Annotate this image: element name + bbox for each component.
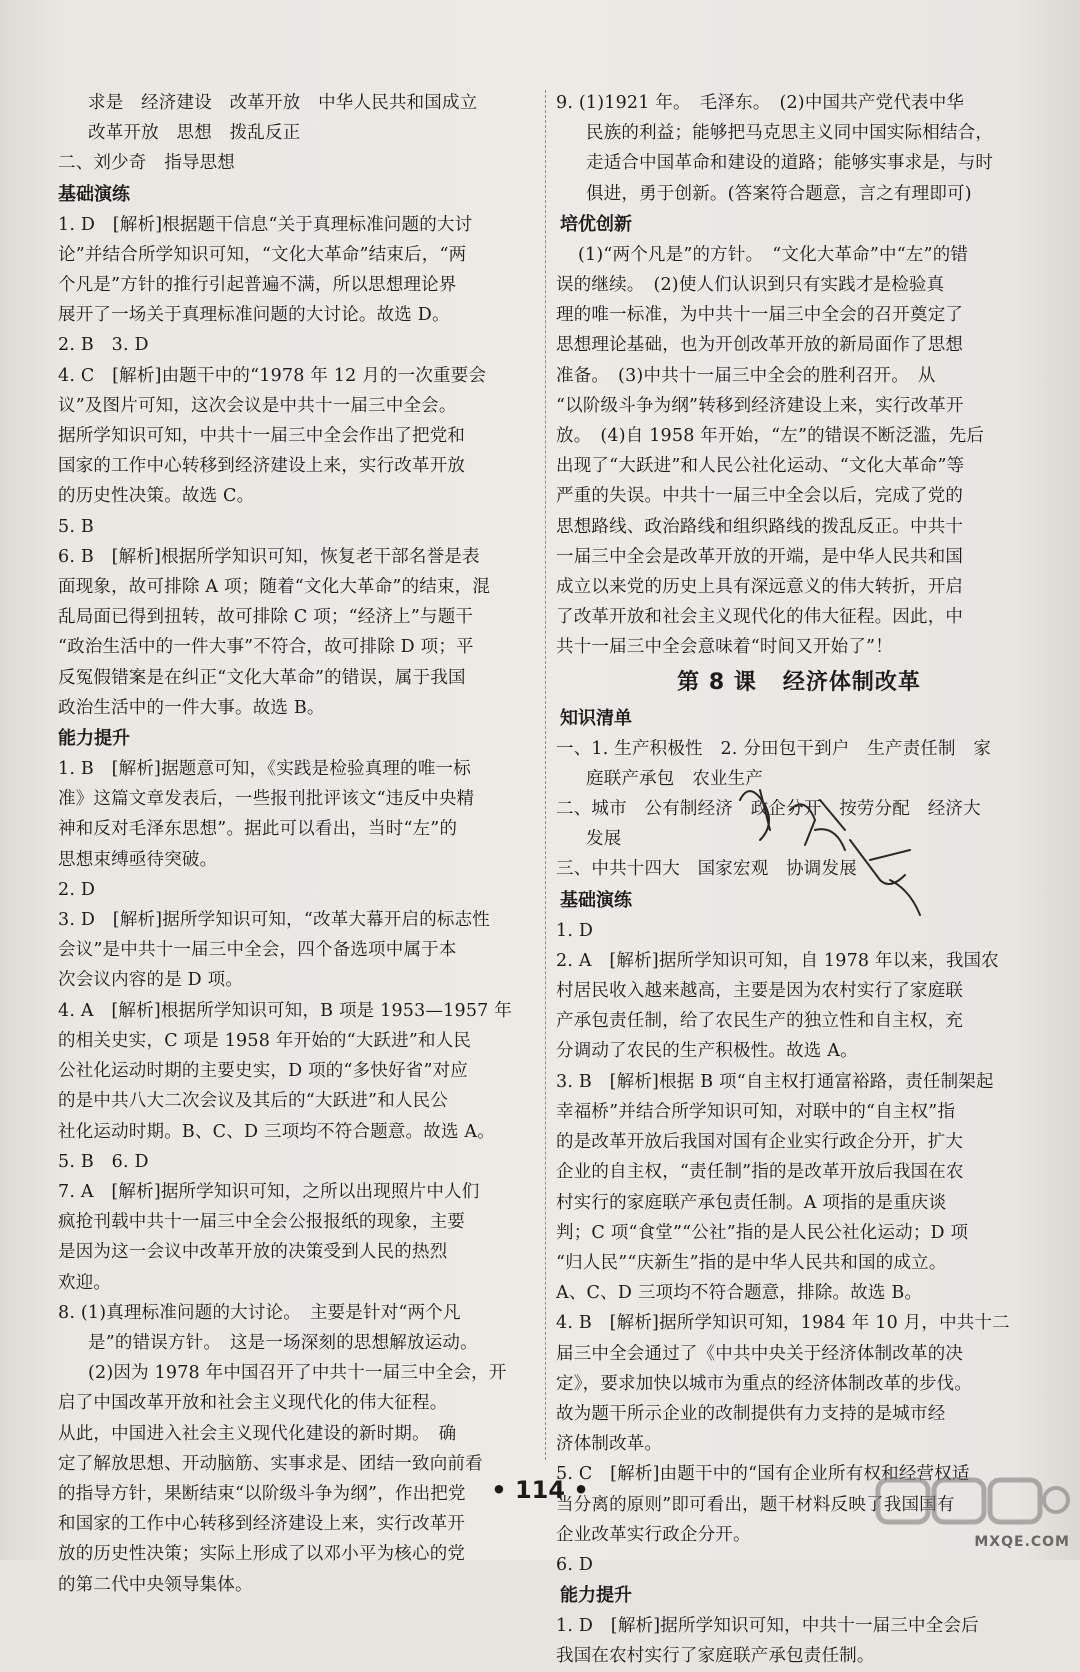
lesson-number: 第 8 课	[677, 669, 757, 695]
text-line: 庭联产承包 农业生产	[586, 768, 763, 789]
text-line: 欢迎。	[58, 1272, 112, 1293]
text-line: 严重的失误。中共十一届三中全会以后，完成了党的	[556, 486, 964, 507]
text-line: 议”及图片可知，这次会议是中共十一届三中全会。	[58, 395, 457, 416]
text-line: 成立以来党的历史上具有深远意义的伟大转折，开启	[556, 577, 964, 598]
text-line: 7. A [解析]据所学知识可知，之所以出现照片中人们	[58, 1181, 480, 1202]
text-line: 公社化运动时期的主要史实，D 项的“多快好省”对应	[58, 1061, 468, 1082]
text-line: (2)因为 1978 年中国召开了中共十一届三中全会，开	[88, 1363, 507, 1384]
text-line: 5. B	[58, 516, 94, 537]
handwriting-scribble	[720, 770, 950, 930]
text-line: 当分离的原则”即可看出，题干材料反映了我国国有	[556, 1494, 955, 1515]
text-line: 准》这篇文章发表后，一些报刊批评该文“违反中央精	[58, 789, 475, 810]
text-line: 的第二代中央领导集体。	[58, 1574, 253, 1595]
text-line: 6. B [解析]根据所学知识可知，恢复老干部名誉是表	[58, 546, 480, 567]
text-line: 一、1. 生产积极性 2. 分田包干到户 生产责任制 家	[556, 738, 992, 759]
text-line: 的历史性决策。故选 C。	[58, 486, 255, 507]
watermark-text: MXQE.COM	[974, 1534, 1070, 1550]
text-line: 民族的利益；能够把马克思主义同中国实际相结合，	[586, 123, 994, 144]
text-line: 启了中国改革开放和社会主义现代化的伟大征程。	[58, 1393, 448, 1414]
text-line: 4. B [解析]据所学知识可知，1984 年 10 月，中共十二	[556, 1313, 1010, 1334]
text-line: 企业的自主权，“责任制”指的是改革开放后我国在农	[556, 1162, 964, 1183]
text-line: 6. D	[556, 1554, 594, 1575]
text-line: (1)“两个凡是”的方针。 “文化大革命”中“左”的错	[578, 244, 969, 265]
text-line: 1. D	[556, 920, 594, 941]
text-line: 产承包责任制，给了农民生产的独立性和自主权，充	[556, 1011, 964, 1032]
text-line: 次会议内容的是 D 项。	[58, 970, 244, 991]
text-line: 个凡是”方针的推行引起普遍不满，所以思想理论界	[58, 275, 457, 296]
text-line: 1. D [解析]据所学知识可知，中共十一届三中全会后	[556, 1616, 979, 1637]
text-line: 神和反对毛泽东思想”。据此可以看出，当时“左”的	[58, 819, 458, 840]
text-line: 的是中共八大二次会议及其后的“大跃进”和人民公	[58, 1091, 448, 1112]
text-line: 放。 (4)自 1958 年开始，“左”的错误不断泛滥，先后	[556, 426, 985, 447]
section-heading: 能力提升	[560, 1585, 632, 1607]
text-line: 思想理论基础，也为开创改革开放的新局面作了思想	[556, 335, 964, 356]
text-line: 的指导方针，果断结束“以阶级斗争为纲”，作出把党	[58, 1483, 466, 1504]
text-line: “归人民”“庆新生”指的是中华人民共和国的成立。	[556, 1252, 947, 1273]
text-line: 1. D [解析]根据题干信息“关于真理标准问题的大讨	[58, 214, 473, 235]
text-line: 济体制改革。	[556, 1434, 663, 1455]
text-line: 定》，要求加快以城市为重点的经济体制改革的步伐。	[556, 1373, 973, 1394]
text-line: 据所学知识可知，中共十一届三中全会作出了把党和	[58, 426, 466, 447]
text-line: 我国在农村实行了家庭联产承包责任制。	[556, 1646, 875, 1667]
text-line: 届三中全会通过了《中共中央关于经济体制改革的决	[556, 1343, 964, 1364]
section-heading: 知识清单	[560, 707, 632, 729]
text-line: 论”并结合所学知识可知，“文化大革命”结束后，“两	[58, 244, 467, 265]
text-line: 2. D	[58, 879, 96, 900]
text-line: 5. C [解析]由题干中的“国有企业所有权和经营权适	[556, 1464, 970, 1485]
text-line: “政治生活中的一件大事”不符合，故可排除 D 项；平	[58, 637, 474, 658]
text-line: 改革开放 思想 拨乱反正	[88, 123, 301, 144]
text-line: 乱局面已得到扭转，故可排除 C 项；“经济上”与题干	[58, 607, 474, 628]
text-line: 定了解放思想、开动脑筋、实事求是、团结一致向前看	[58, 1453, 483, 1474]
section-heading: 基础演练	[58, 183, 130, 205]
text-line: 思想束缚亟待突破。	[58, 849, 218, 870]
text-line: A、C、D 三项均不符合题意，排除。故选 B。	[556, 1283, 923, 1304]
text-line: 误的继续。 (2)使人们认识到只有实践才是检验真	[556, 275, 945, 296]
lesson-title	[556, 663, 1042, 703]
text-line: 4. C [解析]由题干中的“1978 年 12 月的一次重要会	[58, 365, 487, 386]
text-line: 村实行的家庭联产承包责任制。A 项指的是重庆谈	[556, 1192, 947, 1213]
text-line: 是”的错误方针。 这是一场深刻的思想解放运动。	[88, 1332, 478, 1353]
section-heading: 基础演练	[560, 889, 632, 911]
text-line: 了改革开放和社会主义现代化的伟大征程。因此，中	[556, 607, 964, 628]
text-line: 思想路线、政治路线和组织路线的拨乱反正。中共十	[556, 516, 964, 537]
text-line: 面现象，故可排除 A 项；随着“文化大革命”的结束，混	[58, 577, 491, 598]
text-line: 2. A [解析]据所学知识可知，自 1978 年以来，我国农	[556, 950, 999, 971]
text-line: 8. (1)真理标准问题的大讨论。 主要是针对“两个凡	[58, 1302, 461, 1323]
text-line: 的是改革开放后我国对国有企业实行政企分开，扩大	[556, 1132, 964, 1153]
text-line: 3. B [解析]根据 B 项“自主权打通富裕路，责任制架起	[556, 1071, 994, 1092]
text-line: 幸福桥”并结合所学知识可知，对联中的“自主权”指	[556, 1101, 956, 1122]
text-line: 三、中共十四大 国家宏观 协调发展	[556, 859, 857, 880]
text-line: 5. B 6. D	[58, 1151, 149, 1172]
section-heading: 培优创新	[560, 213, 632, 235]
text-line: 理的唯一标准，为中共十一届三中全会的召开奠定了	[556, 305, 964, 326]
text-line: 和国家的工作中心转移到经济建设上来，实行改革开	[58, 1514, 466, 1535]
text-line: 判；C 项“食堂”“公社”指的是人民公社化运动；D 项	[556, 1222, 969, 1243]
text-line: 从此，中国进入社会主义现代化建设的新时期。 确	[58, 1423, 457, 1444]
text-line: 出现了“大跃进”和人民公社化运动、“文化大革命”等	[556, 456, 965, 477]
text-line: 一届三中全会是改革开放的开端，是中华人民共和国	[556, 546, 964, 567]
section-heading: 能力提升	[58, 728, 130, 750]
text-line: 反冤假错案是在纠正“文化大革命”的错误，属于我国	[58, 667, 466, 688]
text-line: 疯抢刊载中共十一届三中全会公报报纸的现象，主要	[58, 1212, 466, 1233]
text-line: 走适合中国革命和建设的道路；能够实事求是，与时	[586, 153, 994, 174]
text-line: 放的历史性决策；实际上形成了以邓小平为核心的党	[58, 1544, 466, 1565]
text-line: 求是 经济建设 改革开放 中华人民共和国成立	[88, 93, 478, 113]
left-column	[58, 88, 536, 1600]
text-line: 的相关史实，C 项是 1958 年开始的“大跃进”和人民	[58, 1030, 472, 1051]
page-number: • 114 •	[491, 1476, 589, 1504]
text-line: 二、刘少奇 指导思想	[58, 153, 235, 174]
text-line: 政治生活中的一件大事。故选 B。	[58, 697, 325, 718]
text-line: 展开了一场关于真理标准问题的大讨论。故选 D。	[58, 305, 450, 326]
text-line: 3. D [解析]据所学知识可知，“改革大幕开启的标志性	[58, 910, 490, 931]
text-line: 俱进，勇于创新。(答案符合题意，言之有理即可)	[586, 183, 972, 204]
text-line: 1. B [解析]据题意可知，《实践是检验真理的唯一标	[58, 759, 471, 780]
text-line: 共十一届三中全会意味着“时间又开始了”！	[556, 637, 893, 658]
text-line: 企业改革实行政企分开。	[556, 1524, 751, 1545]
text-line: “以阶级斗争为纲”转移到经济建设上来，实行改革开	[556, 395, 964, 416]
text-line: 发展	[586, 829, 622, 850]
text-line: 4. A [解析]根据所学知识可知，B 项是 1953—1957 年	[58, 1000, 512, 1021]
text-line: 准备。 (3)中共十一届三中全会的胜利召开。 从	[556, 365, 936, 386]
text-line: 9. (1)1921 年。 毛泽东。 (2)中国共产党代表中华	[556, 93, 965, 113]
column-divider	[545, 90, 546, 1460]
text-line: 国家的工作中心转移到经济建设上来，实行改革开放	[58, 456, 466, 477]
text-line: 2. B 3. D	[58, 335, 149, 356]
text-line: 故为题干所示企业的改制提供有力支持的是城市经	[556, 1403, 946, 1424]
text-line: 是因为这一会议中改革开放的决策受到人民的热烈	[58, 1242, 448, 1263]
lesson-name: 经济体制改革	[782, 669, 921, 695]
text-line: 村居民收入越来越高，主要是因为农村实行了家庭联	[556, 981, 964, 1002]
text-line: 会议”是中共十一届三中全会，四个备选项中属于本	[58, 940, 457, 961]
text-line: 分调动了农民的生产积极性。故选 A。	[556, 1041, 858, 1062]
text-line: 社化运动时期。B、C、D 三项均不符合题意。故选 A。	[58, 1121, 495, 1142]
text-line: 二、城市 公有制经济 政企分开 按劳分配 经济大	[556, 799, 981, 820]
